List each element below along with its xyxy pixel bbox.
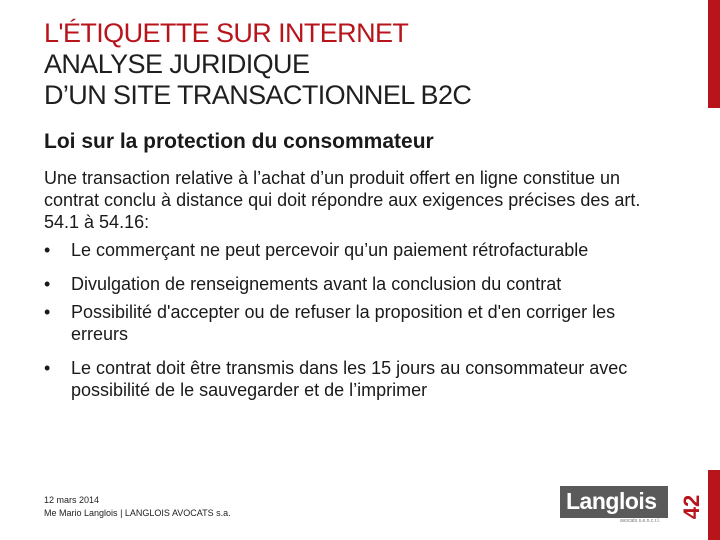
- slide-number: 42: [678, 494, 704, 520]
- bullet-item: [44, 273, 644, 295]
- intro-paragraph: Une transaction relative à l’achat d’un produit offert en ligne constitue un contrat conclu à distance qui doit répondre aux exigences précises des art. 54.1 à 54.16:: [44, 168, 641, 232]
- bullet-item: [44, 239, 644, 261]
- title-line-3: D’UN SITE TRANSACTIONNEL B2C: [44, 80, 472, 110]
- bullet-list: [44, 239, 644, 401]
- bullet-icon: •: [44, 302, 51, 322]
- bullet-text: Le contrat doit être transmis dans les 15 jours au consommateur avec possibilité de le sauvegarder et de l’imprimer: [71, 358, 628, 400]
- footer-info: [44, 494, 231, 520]
- footer-author-line: [44, 507, 231, 520]
- bullet-icon: •: [44, 240, 51, 260]
- slide-subtitle: Loi sur la protection du consommateur: [44, 130, 434, 153]
- title-line-2: ANALYSE JURIDIQUE: [44, 49, 310, 79]
- bullet-item: [44, 357, 644, 401]
- accent-bar-top: [708, 0, 720, 108]
- accent-bar-bottom: [708, 470, 720, 540]
- bullet-icon: •: [44, 274, 51, 294]
- logo-subtext: avocats s.e.n.c.r.l.: [619, 518, 660, 524]
- bullet-text: Divulgation de renseignements avant la conclusion du contrat: [71, 274, 562, 294]
- slide-title: [44, 18, 664, 111]
- slide-body: [44, 167, 644, 401]
- bullet-text: Le commerçant ne peut percevoir qu’un paiement rétrofacturable: [71, 240, 589, 260]
- footer-date: 12 mars 2014: [44, 495, 100, 505]
- footer-separator: |: [120, 508, 123, 518]
- title-line-1: L'ÉTIQUETTE SUR INTERNET: [44, 18, 409, 48]
- bullet-text: Possibilité d'accepter ou de refuser la proposition et d'en corriger les erreurs: [71, 302, 616, 344]
- bullet-icon: •: [44, 358, 51, 378]
- bullet-item: [44, 301, 644, 345]
- footer-firm: LANGLOIS AVOCATS s.a.: [124, 508, 231, 518]
- logo-text: Langlois: [566, 488, 657, 514]
- firm-logo: [560, 486, 668, 524]
- footer-author: Me Mario Langlois: [44, 508, 118, 518]
